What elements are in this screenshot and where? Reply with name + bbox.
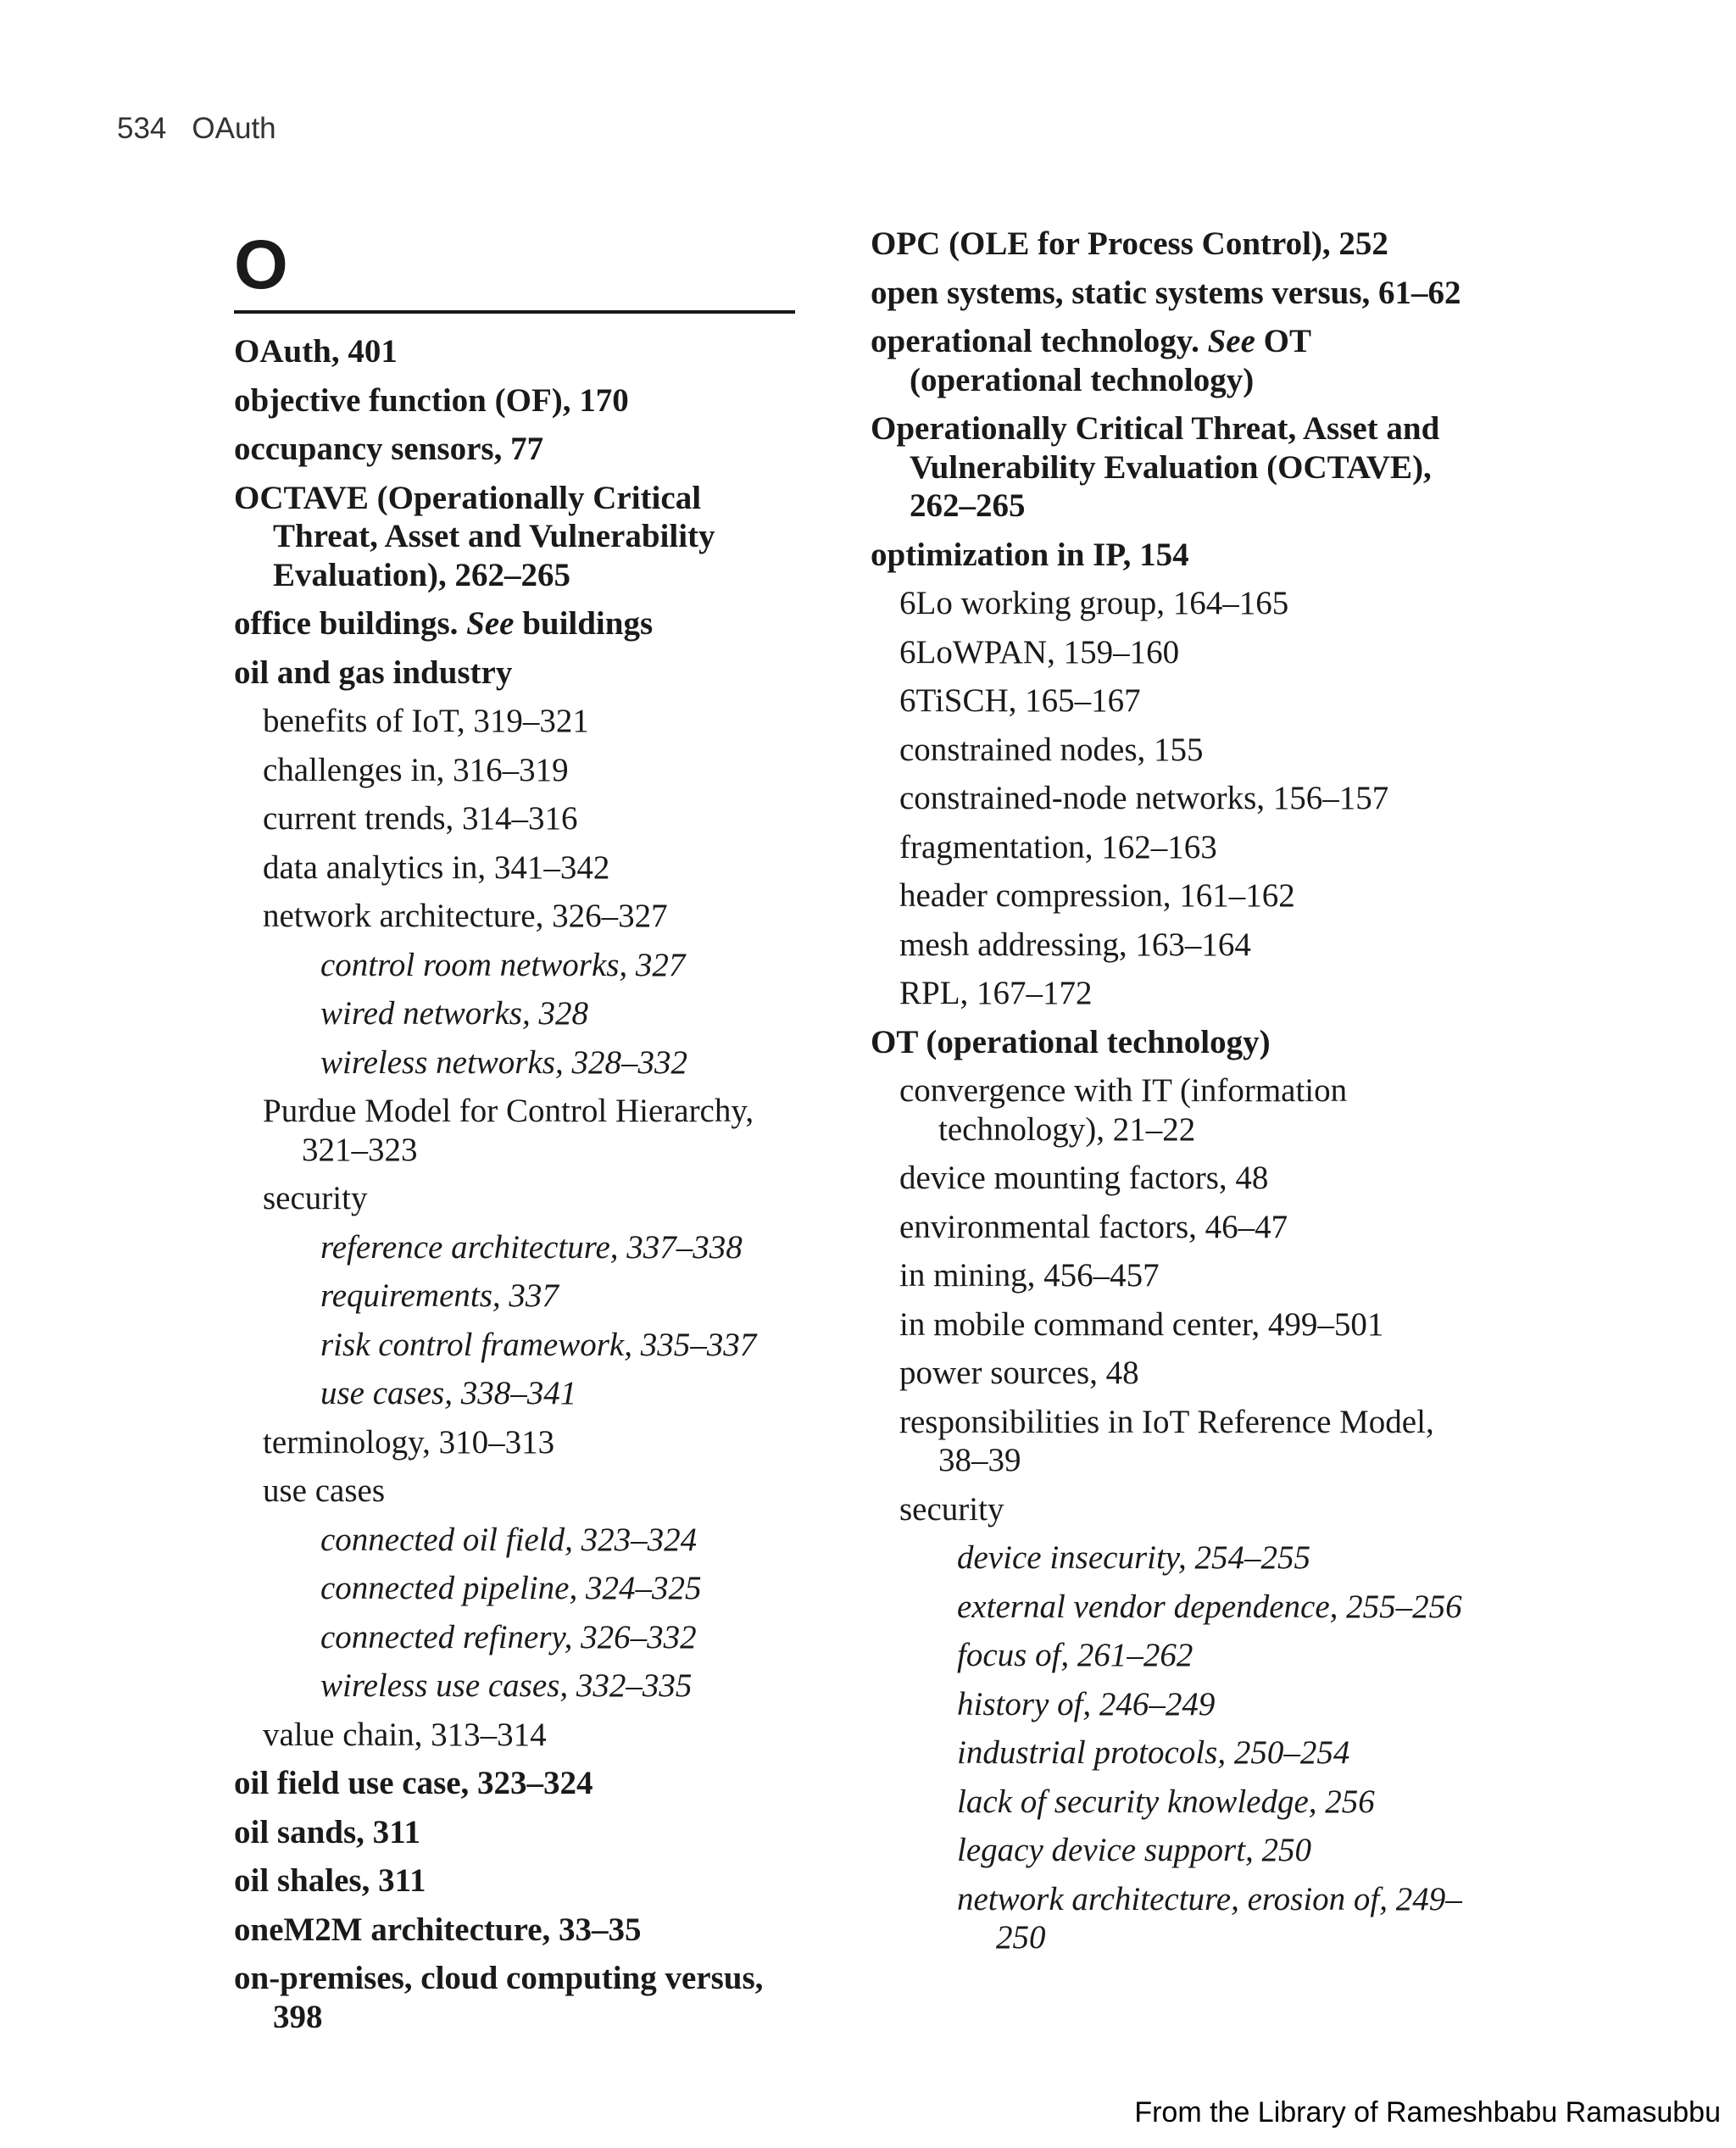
entry-text: device insecurity, 254–255 <box>957 1539 1310 1576</box>
entry-text: terminology, 310–313 <box>263 1423 555 1461</box>
index-subentry <box>899 1305 1481 1344</box>
index-subsubentry <box>957 1539 1481 1578</box>
index-subentry <box>899 1208 1481 1247</box>
index-subentry <box>263 849 810 888</box>
entry-text: OCTAVE (Operationally Critical Threat, Asset and Vulnerability Evaluation), 262–265 <box>234 479 715 593</box>
entry-text: oil sands, 311 <box>234 1813 421 1850</box>
index-subentry <box>263 1179 810 1218</box>
see-target: OT (operational technology) <box>910 323 1311 398</box>
see-reference: See <box>466 605 515 642</box>
entry-text: fragmentation, 162–163 <box>899 828 1217 865</box>
entry-text: external vendor dependence, 255–256 <box>957 1588 1462 1625</box>
index-subentry <box>899 1159 1481 1198</box>
index-entry <box>234 479 810 595</box>
entry-text: security <box>263 1180 368 1216</box>
entry-text: 6TiSCH, 165–167 <box>899 682 1141 719</box>
index-subentry <box>263 897 810 936</box>
index-subentry <box>899 1354 1481 1393</box>
index-subsubentry <box>320 1326 810 1365</box>
index-subsubentry <box>320 946 810 985</box>
index-subentry <box>899 926 1481 965</box>
entry-text: oil and gas industry <box>234 654 513 691</box>
index-entry <box>234 332 810 371</box>
index-subentry <box>263 1423 810 1462</box>
entry-text: environmental factors, 46–47 <box>899 1208 1288 1245</box>
entry-text: oil field use case, 323–324 <box>234 1765 593 1801</box>
page-number: 534 <box>117 112 167 145</box>
entry-text: in mobile command center, 499–501 <box>899 1305 1384 1343</box>
entry-text: use cases, 338–341 <box>320 1375 577 1411</box>
entry-text: OT (operational technology) <box>871 1023 1271 1060</box>
index-entry <box>871 225 1481 264</box>
index-column-left <box>234 225 810 2046</box>
index-subsubentry <box>320 1618 810 1657</box>
running-head <box>117 112 276 146</box>
index-subentry <box>899 1071 1481 1149</box>
entry-text: network architecture, 326–327 <box>263 898 668 934</box>
entry-text: open systems, static systems versus, 61–62 <box>871 274 1461 311</box>
library-footer: From the Library of Rameshbabu Ramasubbu <box>1134 2096 1721 2129</box>
index-subsubentry <box>320 1569 810 1608</box>
entry-text: objective function (OF), 170 <box>234 381 629 419</box>
index-subsubentry <box>320 1043 810 1082</box>
index-entry <box>234 654 810 693</box>
entry-text: wireless use cases, 332–335 <box>320 1667 693 1704</box>
see-reference: See <box>1207 323 1255 359</box>
index-subentry <box>263 702 810 741</box>
entry-text: value chain, 313–314 <box>263 1716 547 1753</box>
entry-text: requirements, 337 <box>320 1277 559 1314</box>
index-subsubentry <box>957 1831 1481 1870</box>
entry-text: security <box>899 1490 1004 1528</box>
index-entry <box>871 536 1481 575</box>
left-entries <box>234 332 810 2036</box>
entry-text: Purdue Model for Control Hierarchy, 321–323 <box>263 1093 754 1168</box>
index-subentry <box>899 682 1481 721</box>
section-rule <box>234 310 795 314</box>
entry-text: constrained-node networks, 156–157 <box>899 780 1389 816</box>
index-subentry <box>899 1256 1481 1295</box>
entry-text: on-premises, cloud computing versus, 398 <box>234 1960 764 2035</box>
right-entries <box>871 225 1481 1957</box>
index-entry <box>234 1911 810 1950</box>
entry-text: wired networks, 328 <box>320 995 588 1032</box>
running-title: OAuth <box>192 112 276 145</box>
index-entry <box>234 430 810 469</box>
entry-text: current trends, 314–316 <box>263 800 578 837</box>
entry-text: optimization in IP, 154 <box>871 536 1189 573</box>
entry-text: power sources, 48 <box>899 1355 1139 1391</box>
index-subsubentry <box>320 994 810 1033</box>
entry-text: 6Lo working group, 164–165 <box>899 585 1289 621</box>
entry-text: OAuth, 401 <box>234 333 398 370</box>
entry-text: occupancy sensors, 77 <box>234 431 544 467</box>
entry-text: in mining, 456–457 <box>899 1257 1160 1294</box>
entry-text: connected refinery, 326–332 <box>320 1618 697 1656</box>
index-entry <box>234 604 810 643</box>
entry-text: network architecture, erosion of, 249–250 <box>957 1880 1462 1956</box>
index-subentry <box>899 731 1481 770</box>
index-entry <box>871 1023 1481 1062</box>
section-letter: O <box>234 226 288 303</box>
index-entry <box>871 409 1481 526</box>
entry-text: header compression, 161–162 <box>899 877 1295 914</box>
entry-text: mesh addressing, 163–164 <box>899 926 1251 963</box>
index-subentry <box>263 1092 810 1169</box>
index-column-right <box>871 225 1481 1967</box>
index-subentry <box>263 1472 810 1511</box>
entry-text: reference architecture, 337–338 <box>320 1228 743 1266</box>
entry-text: use cases <box>263 1472 386 1509</box>
index-entry <box>234 1764 810 1803</box>
see-target: buildings <box>514 605 654 642</box>
entry-text: focus of, 261–262 <box>957 1637 1194 1673</box>
index-entry <box>871 274 1481 313</box>
index-subsubentry <box>320 1667 810 1706</box>
entry-text: data analytics in, 341–342 <box>263 849 610 886</box>
entry-text: legacy device support, 250 <box>957 1832 1312 1868</box>
index-subsubentry <box>957 1588 1481 1627</box>
index-subentry <box>899 584 1481 623</box>
index-entry <box>871 322 1481 399</box>
entry-text: 6LoWPAN, 159–160 <box>899 633 1180 671</box>
index-subentry <box>899 876 1481 915</box>
entry-text: wireless networks, 328–332 <box>320 1043 687 1081</box>
index-entry <box>234 1861 810 1900</box>
index-subentry <box>263 751 810 790</box>
index-entry <box>234 381 810 420</box>
index-subentry <box>899 1490 1481 1529</box>
index-subentry <box>899 1403 1481 1480</box>
index-subsubentry <box>957 1880 1481 1957</box>
entry-text: challenges in, 316–319 <box>263 751 569 788</box>
index-subentry <box>899 974 1481 1013</box>
index-entry <box>234 1959 810 2036</box>
entry-text: risk control framework, 335–337 <box>320 1326 757 1363</box>
entry-text: oil shales, 311 <box>234 1862 426 1899</box>
index-subsubentry <box>320 1521 810 1560</box>
entry-text: benefits of IoT, 319–321 <box>263 703 589 739</box>
index-subentry <box>263 1716 810 1755</box>
index-subsubentry <box>320 1374 810 1413</box>
entry-text: responsibilities in IoT Reference Model, 38–39 <box>899 1403 1434 1478</box>
entry-text: office buildings. <box>234 605 459 642</box>
entry-text: constrained nodes, 155 <box>899 731 1204 768</box>
entry-text: connected oil field, 323–324 <box>320 1521 698 1558</box>
entry-text: Operationally Critical Threat, Asset and Vulnerability Evaluation (OCTAVE), 262–265 <box>871 410 1440 524</box>
index-subentry <box>899 828 1481 867</box>
entry-text: industrial protocols, 250–254 <box>957 1734 1350 1771</box>
entry-text: oneM2M architecture, 33–35 <box>234 1911 642 1948</box>
entry-text: RPL, 167–172 <box>899 975 1093 1011</box>
index-subsubentry <box>957 1685 1481 1724</box>
entry-text: connected pipeline, 324–325 <box>320 1570 702 1606</box>
index-subentry <box>263 799 810 838</box>
index-subsubentry <box>957 1733 1481 1772</box>
entry-text: OPC (OLE for Process Control), 252 <box>871 225 1388 262</box>
entry-text: history of, 246–249 <box>957 1685 1216 1722</box>
index-subsubentry <box>957 1636 1481 1675</box>
index-entry <box>234 1813 810 1852</box>
entry-text: device mounting factors, 48 <box>899 1160 1269 1196</box>
index-subsubentry <box>320 1277 810 1316</box>
entry-text: lack of security knowledge, 256 <box>957 1783 1375 1820</box>
index-subsubentry <box>957 1783 1481 1822</box>
entry-text: operational technology. <box>871 323 1199 359</box>
entry-text: convergence with IT (information technology), 21–22 <box>899 1072 1348 1148</box>
index-subsubentry <box>320 1228 810 1267</box>
entry-text: control room networks, 327 <box>320 946 686 983</box>
index-subentry <box>899 633 1481 672</box>
index-subentry <box>899 779 1481 818</box>
